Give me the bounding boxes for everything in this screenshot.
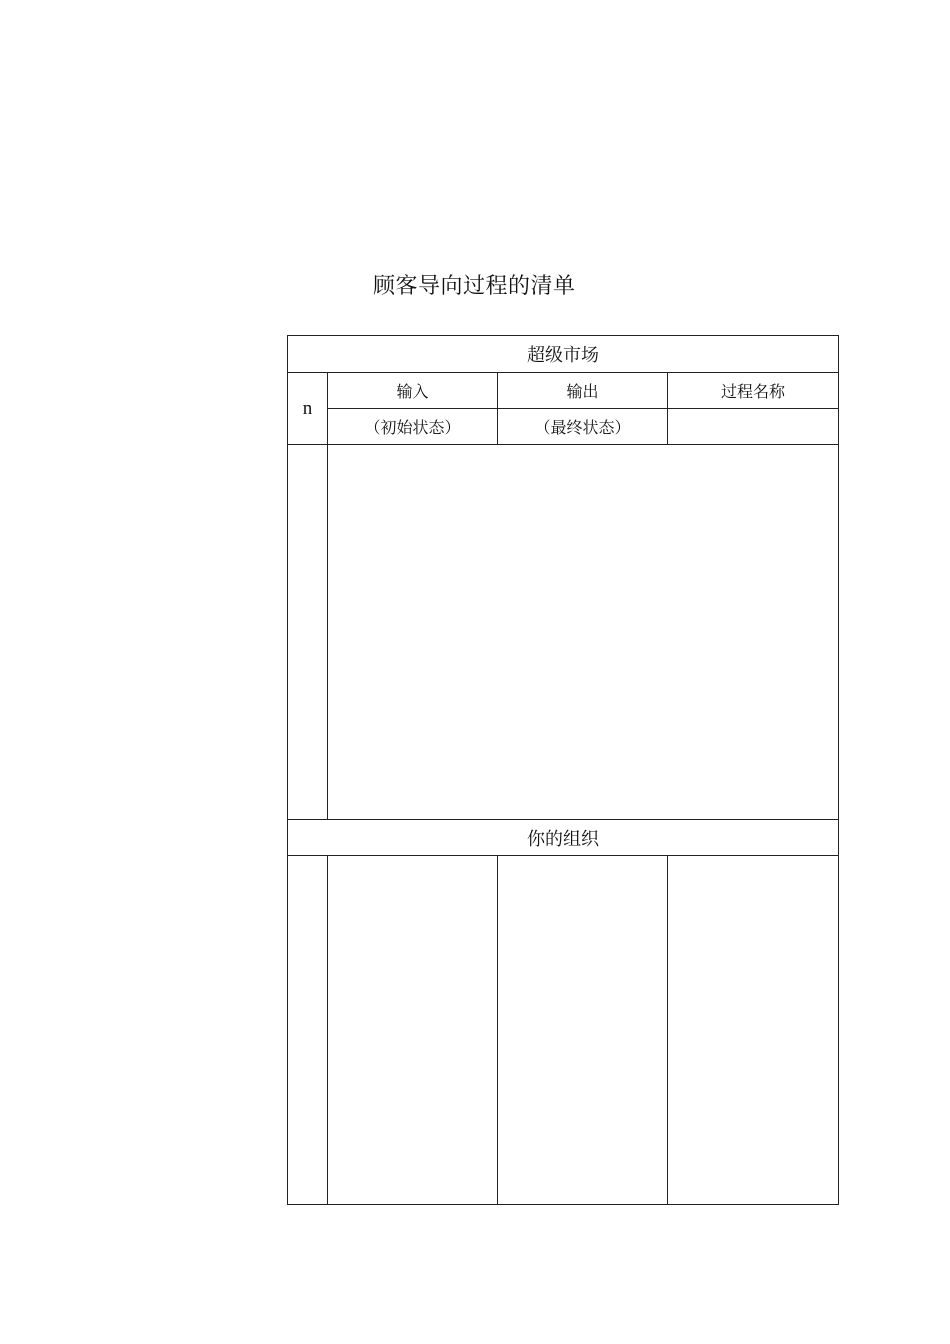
column-header-output: 输出 xyxy=(498,373,668,409)
column-header-input: 输入 xyxy=(328,373,498,409)
supermarket-index-column xyxy=(288,445,328,820)
organization-index-column xyxy=(288,856,328,1205)
section-heading-supermarket: 超级市场 xyxy=(288,336,839,373)
organization-output-column xyxy=(498,856,668,1205)
organization-input-column xyxy=(328,856,498,1205)
section-heading-your-organization: 你的组织 xyxy=(288,820,839,856)
column-subheader-process-name-blank xyxy=(668,409,839,445)
organization-process-name-column xyxy=(668,856,839,1205)
supermarket-entries-area xyxy=(328,445,839,820)
column-subheader-initial-state: （初始状态） xyxy=(328,409,498,445)
column-subheader-final-state: （最终状态） xyxy=(498,409,668,445)
column-header-process-name: 过程名称 xyxy=(668,373,839,409)
process-list-table xyxy=(287,335,839,1205)
document-title: 顾客导向过程的清单 xyxy=(373,274,576,299)
index-header-n: n xyxy=(288,373,328,445)
